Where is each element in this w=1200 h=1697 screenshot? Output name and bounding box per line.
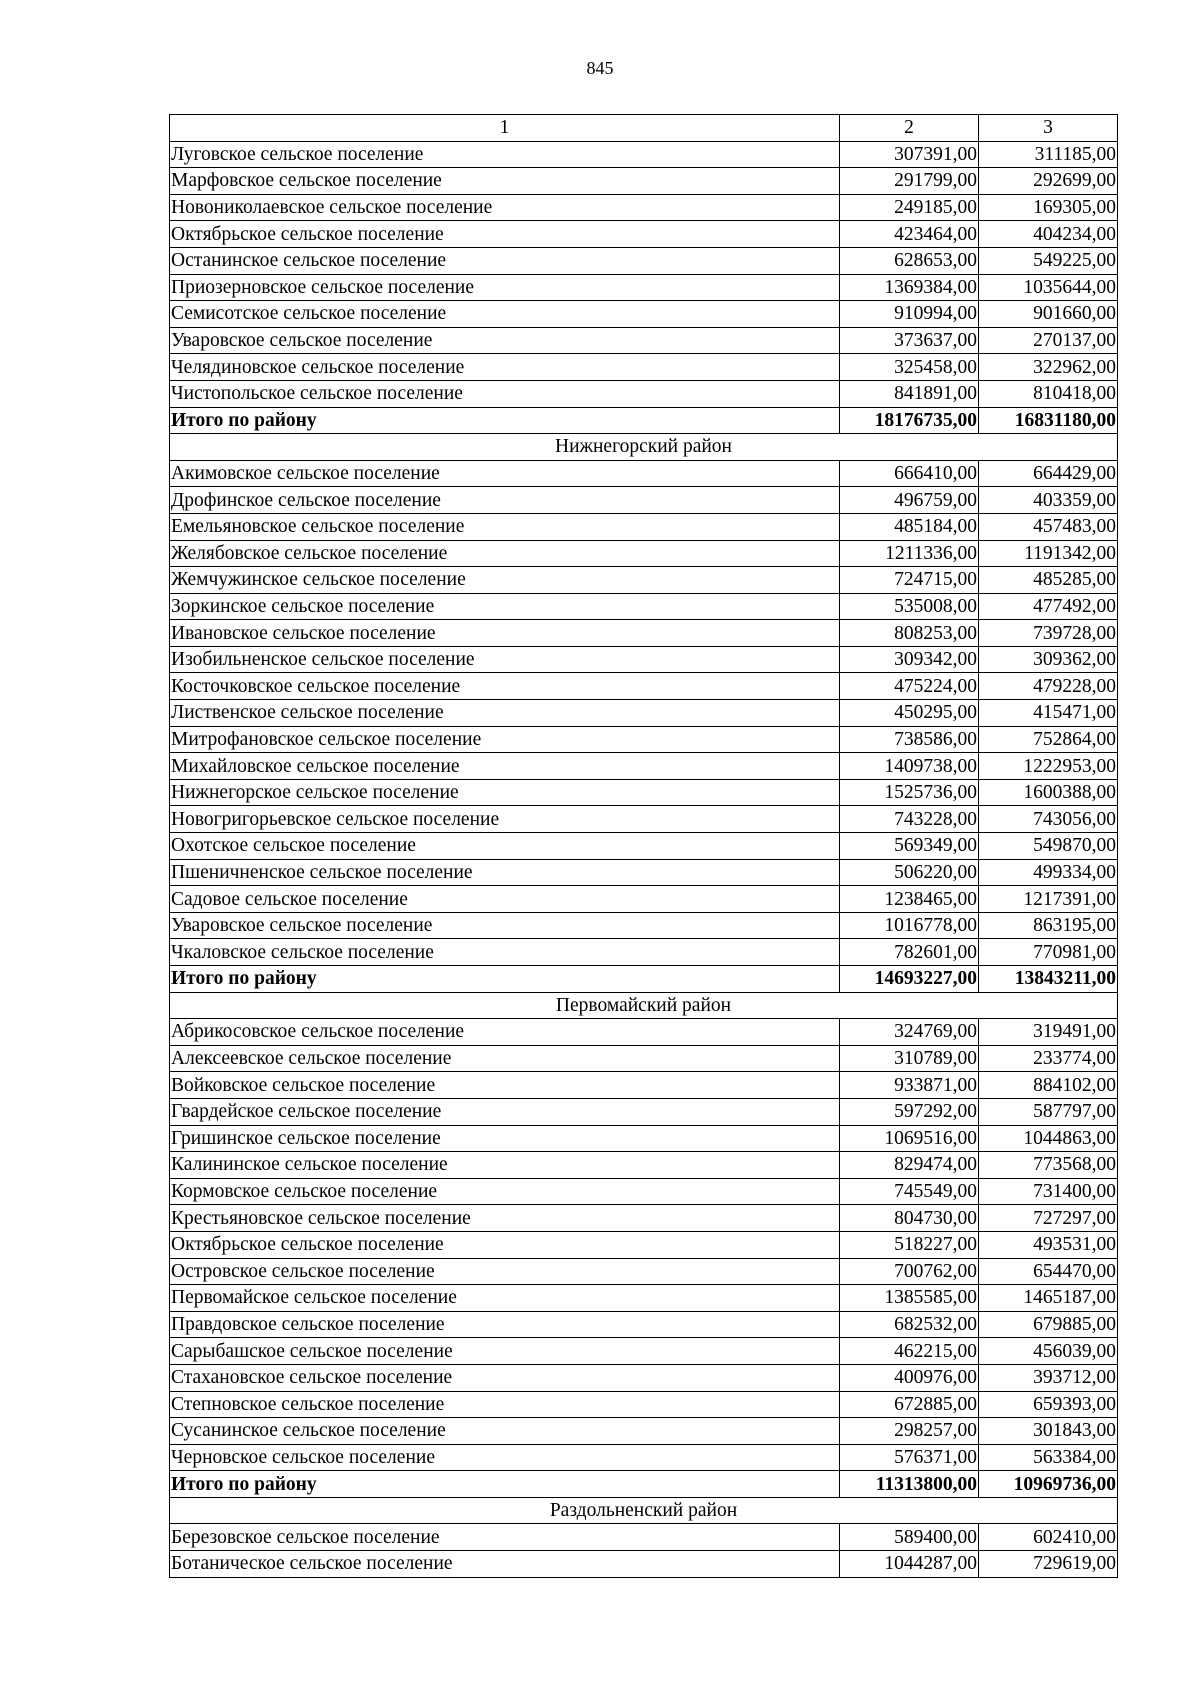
value-col-3: 810418,00 [979,380,1118,407]
settlement-name: Ивановское сельское поселение [170,620,840,647]
value-col-2: 324769,00 [840,1019,979,1046]
table-row [170,168,1118,195]
table-row [170,779,1118,806]
settlement-name: Новониколаевское сельское поселение [170,194,840,221]
table-row [170,806,1118,833]
settlement-name: Войковское сельское поселение [170,1072,840,1099]
value-col-3: 773568,00 [979,1152,1118,1179]
value-col-3: 739728,00 [979,620,1118,647]
settlement-name: Останинское сельское поселение [170,247,840,274]
table-row [170,1098,1118,1125]
table-row [170,1178,1118,1205]
table-body [170,115,1118,1578]
value-col-2: 373637,00 [840,327,979,354]
value-col-2: 1238465,00 [840,886,979,913]
value-col-3: 485285,00 [979,567,1118,594]
table-row [170,380,1118,407]
value-col-3: 1044863,00 [979,1125,1118,1152]
district-row [170,1497,1118,1524]
settlement-name: Березовское сельское поселение [170,1524,840,1551]
value-col-3: 602410,00 [979,1524,1118,1551]
table-row [170,726,1118,753]
value-col-2: 745549,00 [840,1178,979,1205]
value-col-3: 169305,00 [979,194,1118,221]
settlement-name: Охотское сельское поселение [170,833,840,860]
table-row [170,912,1118,939]
value-col-2: 309342,00 [840,646,979,673]
value-col-3: 587797,00 [979,1098,1118,1125]
value-col-2: 249185,00 [840,194,979,221]
settlement-name: Семисотское сельское поселение [170,301,840,328]
value-col-2: 423464,00 [840,221,979,248]
district-row [170,434,1118,461]
table-row [170,274,1118,301]
table-row [170,700,1118,727]
value-col-2: 933871,00 [840,1072,979,1099]
value-col-3: 477492,00 [979,593,1118,620]
page-number: 845 [586,58,614,78]
table-row [170,540,1118,567]
settlement-name: Октябрьское сельское поселение [170,221,840,248]
table-row [170,1072,1118,1099]
table-row [170,354,1118,381]
value-col-2: 1016778,00 [840,912,979,939]
value-col-2: 462215,00 [840,1338,979,1365]
settlement-name: Челядиновское сельское поселение [170,354,840,381]
table-row [170,1231,1118,1258]
value-col-2: 672885,00 [840,1391,979,1418]
total-label: Итого по району [170,1471,840,1498]
value-col-2: 485184,00 [840,513,979,540]
value-col-3: 404234,00 [979,221,1118,248]
table-row [170,1152,1118,1179]
settlement-name: Черновское сельское поселение [170,1444,840,1471]
table-row [170,247,1118,274]
value-col-2: 738586,00 [840,726,979,753]
table-row [170,1524,1118,1551]
table-row [170,939,1118,966]
value-col-3: 311185,00 [979,141,1118,168]
settlement-name: Октябрьское сельское поселение [170,1231,840,1258]
table-row [170,646,1118,673]
value-col-3: 1600388,00 [979,779,1118,806]
value-col-3: 770981,00 [979,939,1118,966]
total-col-3: 13843211,00 [979,966,1118,993]
value-col-3: 563384,00 [979,1444,1118,1471]
settlement-name: Кормовское сельское поселение [170,1178,840,1205]
value-col-2: 1044287,00 [840,1551,979,1578]
value-col-2: 829474,00 [840,1152,979,1179]
column-header: 1 [170,115,840,142]
settlement-name: Крестьяновское сельское поселение [170,1205,840,1232]
settlement-name: Правдовское сельское поселение [170,1311,840,1338]
value-col-2: 841891,00 [840,380,979,407]
value-col-3: 1191342,00 [979,540,1118,567]
table-row [170,1418,1118,1445]
value-col-2: 1385585,00 [840,1285,979,1312]
value-col-3: 393712,00 [979,1364,1118,1391]
value-col-3: 752864,00 [979,726,1118,753]
value-col-3: 233774,00 [979,1045,1118,1072]
value-col-3: 549870,00 [979,833,1118,860]
settlement-name: Уваровское сельское поселение [170,912,840,939]
value-col-2: 804730,00 [840,1205,979,1232]
value-col-2: 506220,00 [840,859,979,886]
settlement-name: Желябовское сельское поселение [170,540,840,567]
settlement-name: Островское сельское поселение [170,1258,840,1285]
table-row [170,1045,1118,1072]
value-col-2: 535008,00 [840,593,979,620]
value-col-3: 1222953,00 [979,753,1118,780]
settlement-name: Сусанинское сельское поселение [170,1418,840,1445]
table-row [170,1019,1118,1046]
value-col-3: 309362,00 [979,646,1118,673]
table-row [170,1125,1118,1152]
value-col-2: 597292,00 [840,1098,979,1125]
value-col-2: 400976,00 [840,1364,979,1391]
value-col-3: 659393,00 [979,1391,1118,1418]
district-row [170,992,1118,1019]
value-col-2: 682532,00 [840,1311,979,1338]
value-col-3: 456039,00 [979,1338,1118,1365]
value-col-3: 1217391,00 [979,886,1118,913]
value-col-3: 731400,00 [979,1178,1118,1205]
value-col-2: 475224,00 [840,673,979,700]
settlement-name: Зоркинское сельское поселение [170,593,840,620]
value-col-2: 1369384,00 [840,274,979,301]
value-col-3: 499334,00 [979,859,1118,886]
settlement-name: Акимовское сельское поселение [170,460,840,487]
table-row [170,1285,1118,1312]
settlement-name: Дрофинское сельское поселение [170,487,840,514]
value-col-3: 322962,00 [979,354,1118,381]
total-col-2: 18176735,00 [840,407,979,434]
value-col-2: 1211336,00 [840,540,979,567]
value-col-2: 569349,00 [840,833,979,860]
settlement-name: Алексеевское сельское поселение [170,1045,840,1072]
table-row [170,141,1118,168]
table-row [170,1444,1118,1471]
value-col-3: 729619,00 [979,1551,1118,1578]
value-col-3: 664429,00 [979,460,1118,487]
value-col-2: 628653,00 [840,247,979,274]
settlement-name: Ботаническое сельское поселение [170,1551,840,1578]
settlement-name: Стахановское сельское поселение [170,1364,840,1391]
column-header: 3 [979,115,1118,142]
total-col-2: 14693227,00 [840,966,979,993]
value-col-3: 415471,00 [979,700,1118,727]
value-col-3: 319491,00 [979,1019,1118,1046]
value-col-3: 301843,00 [979,1418,1118,1445]
header-row [170,115,1118,142]
value-col-2: 700762,00 [840,1258,979,1285]
value-col-3: 457483,00 [979,513,1118,540]
table-row [170,194,1118,221]
value-col-3: 654470,00 [979,1258,1118,1285]
value-col-2: 782601,00 [840,939,979,966]
value-col-2: 298257,00 [840,1418,979,1445]
value-col-2: 1409738,00 [840,753,979,780]
district-total-row [170,1471,1118,1498]
total-col-3: 16831180,00 [979,407,1118,434]
settlement-name: Нижнегорское сельское поселение [170,779,840,806]
budget-table [169,114,1118,1578]
table-row [170,567,1118,594]
value-col-3: 679885,00 [979,1311,1118,1338]
value-col-3: 1465187,00 [979,1285,1118,1312]
value-col-3: 270137,00 [979,327,1118,354]
table-row [170,487,1118,514]
district-total-row [170,966,1118,993]
value-col-2: 518227,00 [840,1231,979,1258]
district-total-row [170,407,1118,434]
district-title: Раздольненский район [170,1497,1118,1524]
table-row [170,301,1118,328]
table-row [170,1551,1118,1578]
settlement-name: Михайловское сельское поселение [170,753,840,780]
settlement-name: Косточковское сельское поселение [170,673,840,700]
value-col-2: 310789,00 [840,1045,979,1072]
value-col-3: 727297,00 [979,1205,1118,1232]
table-row [170,1364,1118,1391]
table-row [170,1311,1118,1338]
settlement-name: Первомайское сельское поселение [170,1285,840,1312]
table-row [170,1391,1118,1418]
district-title: Нижнегорский район [170,434,1118,461]
settlement-name: Чистопольское сельское поселение [170,380,840,407]
table-row [170,513,1118,540]
value-col-2: 743228,00 [840,806,979,833]
value-col-3: 292699,00 [979,168,1118,195]
table-row [170,1258,1118,1285]
settlement-name: Марфовское сельское поселение [170,168,840,195]
total-col-3: 10969736,00 [979,1471,1118,1498]
settlement-name: Степновское сельское поселение [170,1391,840,1418]
value-col-2: 307391,00 [840,141,979,168]
value-col-2: 589400,00 [840,1524,979,1551]
settlement-name: Митрофановское сельское поселение [170,726,840,753]
table-row [170,327,1118,354]
total-label: Итого по району [170,966,840,993]
settlement-name: Емельяновское сельское поселение [170,513,840,540]
value-col-2: 1069516,00 [840,1125,979,1152]
settlement-name: Гришинское сельское поселение [170,1125,840,1152]
value-col-3: 549225,00 [979,247,1118,274]
table-row [170,753,1118,780]
total-col-2: 11313800,00 [840,1471,979,1498]
total-label: Итого по району [170,407,840,434]
value-col-3: 884102,00 [979,1072,1118,1099]
table-row [170,859,1118,886]
value-col-2: 1525736,00 [840,779,979,806]
settlement-name: Гвардейское сельское поселение [170,1098,840,1125]
value-col-2: 724715,00 [840,567,979,594]
table-row [170,673,1118,700]
table-row [170,886,1118,913]
value-col-3: 1035644,00 [979,274,1118,301]
settlement-name: Уваровское сельское поселение [170,327,840,354]
table-row [170,221,1118,248]
settlement-name: Сарыбашское сельское поселение [170,1338,840,1365]
table-row [170,460,1118,487]
settlement-name: Калининское сельское поселение [170,1152,840,1179]
settlement-name: Новогригорьевское сельское поселение [170,806,840,833]
column-header: 2 [840,115,979,142]
table-row [170,1205,1118,1232]
value-col-3: 743056,00 [979,806,1118,833]
value-col-3: 479228,00 [979,673,1118,700]
settlement-name: Лиственское сельское поселение [170,700,840,727]
value-col-2: 576371,00 [840,1444,979,1471]
settlement-name: Садовое сельское поселение [170,886,840,913]
settlement-name: Изобильненское сельское поселение [170,646,840,673]
table-row [170,1338,1118,1365]
value-col-3: 901660,00 [979,301,1118,328]
value-col-2: 325458,00 [840,354,979,381]
settlement-name: Абрикосовское сельское поселение [170,1019,840,1046]
value-col-2: 450295,00 [840,700,979,727]
settlement-name: Луговское сельское поселение [170,141,840,168]
settlement-name: Жемчужинское сельское поселение [170,567,840,594]
value-col-3: 403359,00 [979,487,1118,514]
table-row [170,620,1118,647]
value-col-2: 291799,00 [840,168,979,195]
settlement-name: Пшеничненское сельское поселение [170,859,840,886]
settlement-name: Чкаловское сельское поселение [170,939,840,966]
value-col-3: 863195,00 [979,912,1118,939]
value-col-3: 493531,00 [979,1231,1118,1258]
value-col-2: 808253,00 [840,620,979,647]
value-col-2: 496759,00 [840,487,979,514]
value-col-2: 666410,00 [840,460,979,487]
table-row [170,833,1118,860]
value-col-2: 910994,00 [840,301,979,328]
settlement-name: Приозерновское сельское поселение [170,274,840,301]
table-row [170,593,1118,620]
district-title: Первомайский район [170,992,1118,1019]
